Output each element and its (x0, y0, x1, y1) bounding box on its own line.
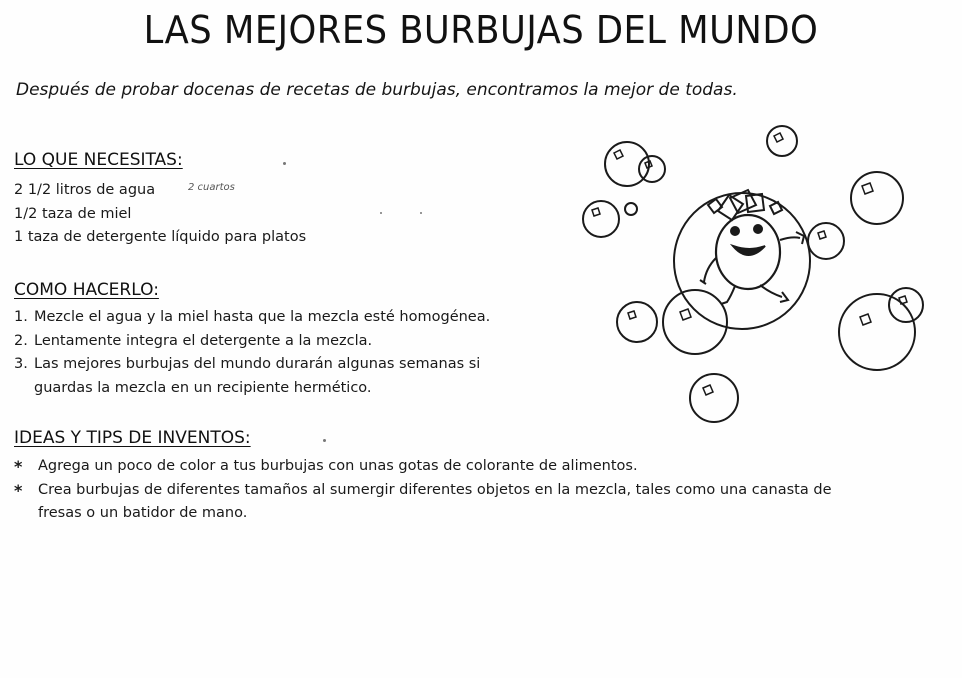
bubble-icon (625, 203, 637, 215)
step-text: Lentamente integra el detergente a la mezcla. (34, 332, 373, 349)
ingredient-item: 2 1/2 litros de agua (14, 182, 156, 198)
step-number: 3. (14, 356, 28, 372)
tip-item (14, 479, 832, 526)
step-number: 1. (14, 309, 28, 325)
bubble-icon (583, 201, 619, 237)
asterisk-icon: * (14, 457, 23, 476)
steps-list (14, 306, 490, 400)
tip-item (14, 455, 832, 479)
scan-speck (380, 212, 382, 214)
step-text: Mezcle el agua y la miel hasta que la mezcla esté homogénea. (34, 309, 491, 325)
ingredients-list (14, 179, 306, 250)
bubble-icon (639, 156, 665, 182)
scan-speck (283, 162, 286, 165)
bubble-icon (767, 126, 797, 156)
page-title: LAS MEJORES BURBUJAS DEL MUNDO (143, 8, 819, 52)
step-text: Las mejores burbujas del mundo durarán algunas semanas si (34, 356, 481, 372)
step-item (14, 353, 490, 400)
handwritten-note: 2 cuartos (188, 182, 235, 193)
tips-heading: IDEAS Y TIPS DE INVENTOS: (14, 428, 251, 448)
bubble-icon (889, 288, 923, 322)
bubble-icon (808, 223, 844, 259)
bubble-icon (690, 374, 738, 422)
ingredient-item: 1/2 taza de miel (14, 205, 132, 222)
tip-text: Agrega un poco de color a tus burbujas con unas gotas de colorante de alimentos. (38, 458, 638, 474)
bubbles-illustration (570, 118, 940, 438)
ingredient-item: 1 taza de detergente líquido para platos (14, 229, 307, 245)
steps-heading: COMO HACERLO: (14, 280, 159, 300)
step-text-continued: guardas la mezcla en un recipiente hermético. (34, 379, 372, 396)
step-item (14, 306, 490, 330)
tip-text-continued: fresas o un batidor de mano. (38, 505, 248, 521)
scan-speck (420, 212, 422, 214)
step-item (14, 330, 490, 354)
scan-speck (323, 439, 326, 442)
asterisk-icon: * (14, 480, 23, 500)
bubble-icon (851, 172, 903, 224)
bubble-icon (674, 193, 810, 329)
bubble-icon (663, 290, 727, 354)
intro-text: Después de probar docenas de recetas de burbujas, encontramos la mejor de todas. (16, 80, 738, 100)
ingredients-heading: LO QUE NECESITAS: (14, 150, 183, 170)
bubble-icon (617, 302, 657, 342)
bubble-icon (605, 142, 649, 186)
step-number: 2. (14, 332, 28, 349)
bubble-icon (839, 294, 915, 370)
tips-list (14, 455, 832, 526)
tip-text: Crea burbujas de diferentes tamaños al sumergir diferentes objetos en la mezcla, tales como una canasta de (38, 481, 832, 498)
